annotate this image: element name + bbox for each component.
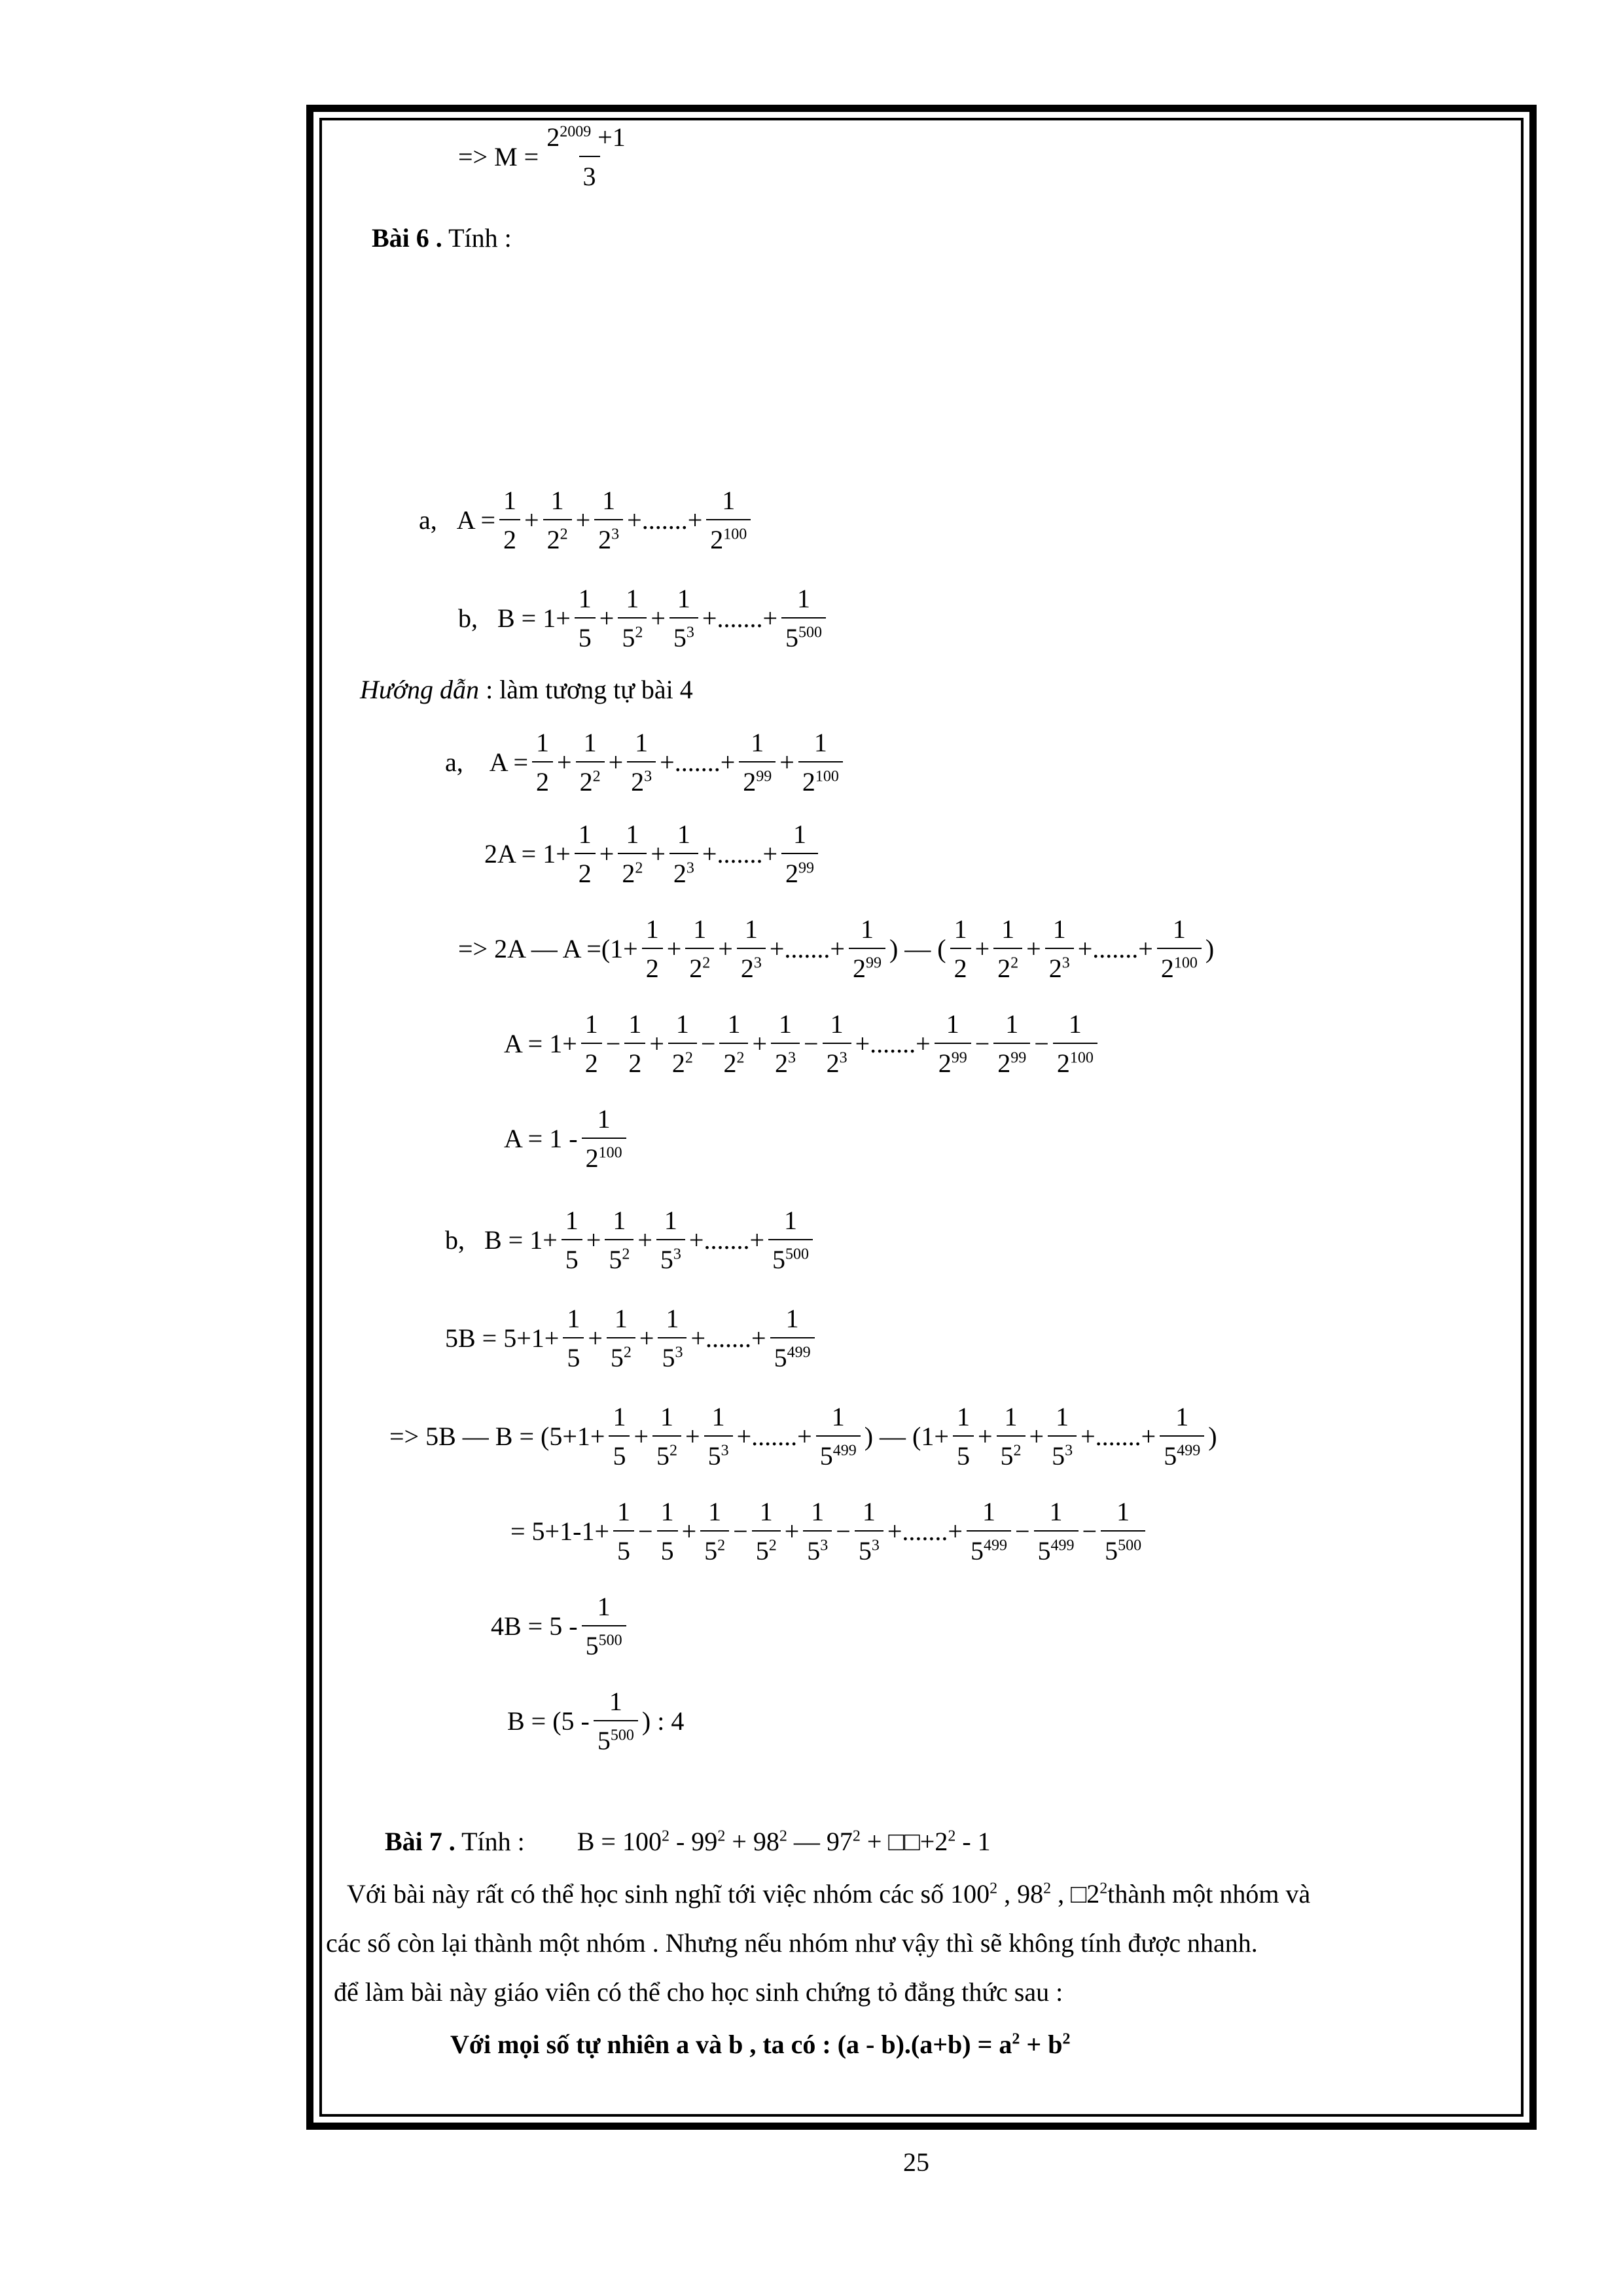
solution-b-step4: = 5+1-1+ $\frac{1}{5}$ − 1 5 + 1 $5^2$ − 1 $5^2$ + 1 $5^3$ − 1 $5^3$ +.......+ $\frac{1}{5^{499}}$ − 1 $5^{499}$ − 1 $5^{500}$ xyxy=(510,1499,1149,1564)
solution-a-step1: a, A = $\frac{1}{2}$ + 1 $2^2$ + 1 $2^3$ +.......+ $\frac{1}{2^{99}}$ + 1 $2^{100}$ xyxy=(445,730,847,795)
solution-a-step2: 2A = 1+ $\frac{1}{2}$ + 1 $2^2$ + 1 $2^3$ +.......+ $\frac{1}{2^{99}}$ xyxy=(484,821,822,887)
solution-b-result: B = (5 - 1 $5^{500}$ ) : 4 xyxy=(507,1687,685,1755)
bai7-heading: Bài 7 . Tính : $B = 100^2 - 99^2 + 98^2$ — $97^2$ + $□□+2^2 - 1$ xyxy=(385,1827,991,1856)
solution-b-step1: b, B = 1+ $\frac{1}{5}$ + 1 $5^2$ + 1 $5^3$ +.......+ $\frac{1}{5^{500}}$ xyxy=(445,1208,817,1273)
solution-a-result: A = 1 - 1 $2^{100}$ xyxy=(504,1106,630,1172)
fraction: $\frac{2^{2009} +1}{3}$ xyxy=(546,122,626,191)
m-result-line xyxy=(458,124,640,190)
solution-b-step3: => 5B — B = (5+1+ $\frac{1}{5}$ + 1 $5^2$ + 1 $5^3$ +.......+ $\frac{1}{5^{499}}$ ) — (1+ $\frac{1}{5}$ + 1 $5^2$ + 1 $5^3$ +.......+ $\frac{1}{5^{499}}$ ) xyxy=(389,1402,1217,1471)
theorem-statement: Với mọi số tự nhiên a và b , ta có : $(a - b).(a+b) = a^2 + b^2$ xyxy=(450,2030,1071,2059)
question-b: b, B = 1+ $\frac{1}{5}$ + 1 $5^2$ + 1 $5^3$ +.......+ $\frac{1}{5^{500}}$ xyxy=(458,586,830,651)
solution-b-step5: 4B = 5 - 1 $5^{500}$ xyxy=(491,1594,630,1659)
m-lead: => M = xyxy=(458,142,539,171)
hint-line: Hướng dẫn : làm tương tự bài 4 xyxy=(360,675,693,704)
solution-a-step4: A = 1+ $\frac{1}{2}$ − 1 2 + 1 $2^2$ − 1 $2^2$ + 1 $2^3$ − 1 $2^3$ +.......+ $\frac{1}{2^{99}}$ − 1 $2^{99}$ − 1 $2^{100}$ xyxy=(504,1011,1101,1077)
paragraph-2: các số còn lại thành một nhóm . Nhưng nếu nhóm như vậy thì sẽ không tính được nhanh. xyxy=(326,1928,1258,1958)
paragraph-3: để làm bài này giáo viên có thể cho học sinh chứng tỏ đẳng thức sau : xyxy=(334,1977,1063,2007)
page-number: 25 xyxy=(903,2147,929,2177)
question-a: a, A = $\frac{1}{2}$ + 1 $2^2$ + 1 $2^3$ +.......+ $\frac{1}{2^{100}}$ xyxy=(419,488,755,553)
solution-b-step2: 5B = 5+1+ $\frac{1}{5}$ + 1 $5^2$ + 1 $5^3$ +.......+ $\frac{1}{5^{499}}$ xyxy=(445,1306,819,1371)
page-border-inner xyxy=(319,118,1524,2117)
paragraph-1: Với bài này rất có thể học sinh nghĩ tới việc nhóm các số $100^2$ , $98^2$ , $□2^2thành$ một nhóm và xyxy=(347,1879,1311,1909)
bai6-heading: Bài 6 . Tính : xyxy=(372,223,512,253)
solution-a-step3: => 2A — A =(1+ $\frac{1}{2}$ + 1 $2^2$ + 1 $2^3$ +.......+ $\frac{1}{2^{99}}$ ) — ( 1 2 + 1 $2^2$ + 1 $2^3$ +.......+ $\frac{1}{2^{100}}$ ) xyxy=(458,914,1215,983)
